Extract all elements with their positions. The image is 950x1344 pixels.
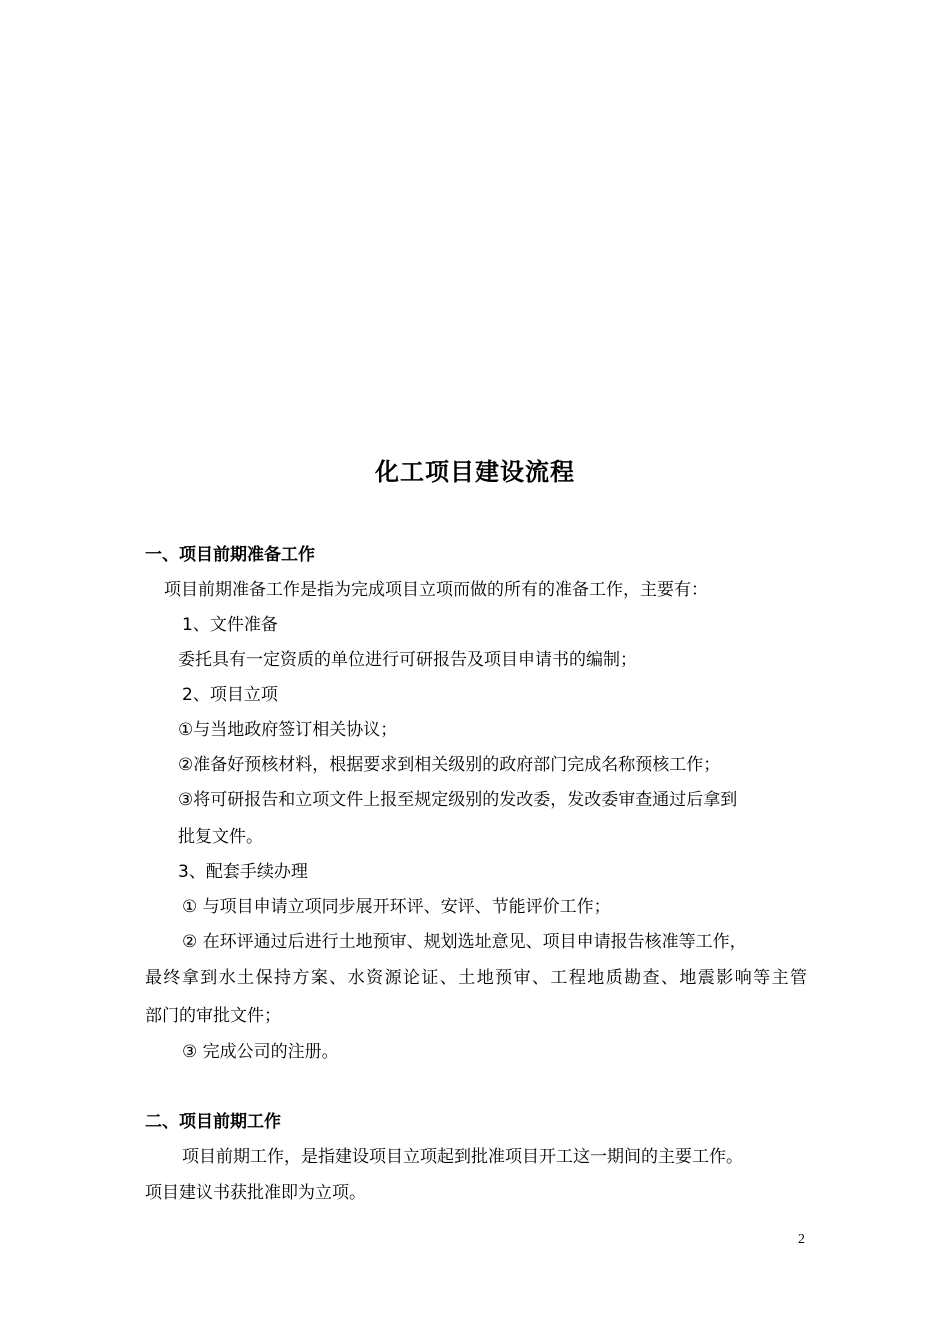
item-3-point-2: ② 在环评通过后进行土地预审、规划选址意见、项目申请报告核准等工作， xyxy=(182,932,747,952)
item-1-text: 委托具有一定资质的单位进行可研报告及项目申请书的编制； xyxy=(178,650,637,670)
section-2-text-line-1: 项目前期工作，是指建设项目立项起到批准项目开工这一期间的主要工作。 xyxy=(182,1147,743,1167)
item-2-point-1: ①与当地政府签订相关协议； xyxy=(178,720,398,740)
item-3-point-2-continued: 最终拿到水土保持方案、水资源论证、土地预审、工程地质勘查、地震影响等主管 xyxy=(145,968,807,988)
item-2-point-2: ②准备好预核材料，根据要求到相关级别的政府部门完成名称预核工作； xyxy=(178,755,721,775)
section-1-intro: 项目前期准备工作是指为完成项目立项而做的所有的准备工作，主要有： xyxy=(164,580,708,600)
item-3-heading: 3、配套手续办理 xyxy=(178,862,308,882)
section-1-heading: 一、项目前期准备工作 xyxy=(145,545,315,565)
item-3-point-1: ① 与项目申请立项同步展开环评、安评、节能评价工作； xyxy=(182,897,611,917)
item-2-point-3-continued: 批复文件。 xyxy=(178,827,263,847)
item-3-point-3: ③ 完成公司的注册。 xyxy=(182,1042,339,1062)
item-2-point-3: ③将可研报告和立项文件上报至规定级别的发改委，发改委审查通过后拿到 xyxy=(178,790,738,810)
item-3-point-2-end: 部门的审批文件； xyxy=(145,1006,281,1026)
document-title: 化工项目建设流程 xyxy=(375,458,575,486)
item-1-heading: 1、文件准备 xyxy=(182,615,278,635)
section-2-text-line-2: 项目建议书获批准即为立项。 xyxy=(145,1183,366,1203)
page-number: 2 xyxy=(798,1232,805,1247)
item-2-heading: 2、项目立项 xyxy=(182,685,278,705)
section-2-heading: 二、项目前期工作 xyxy=(145,1112,281,1132)
